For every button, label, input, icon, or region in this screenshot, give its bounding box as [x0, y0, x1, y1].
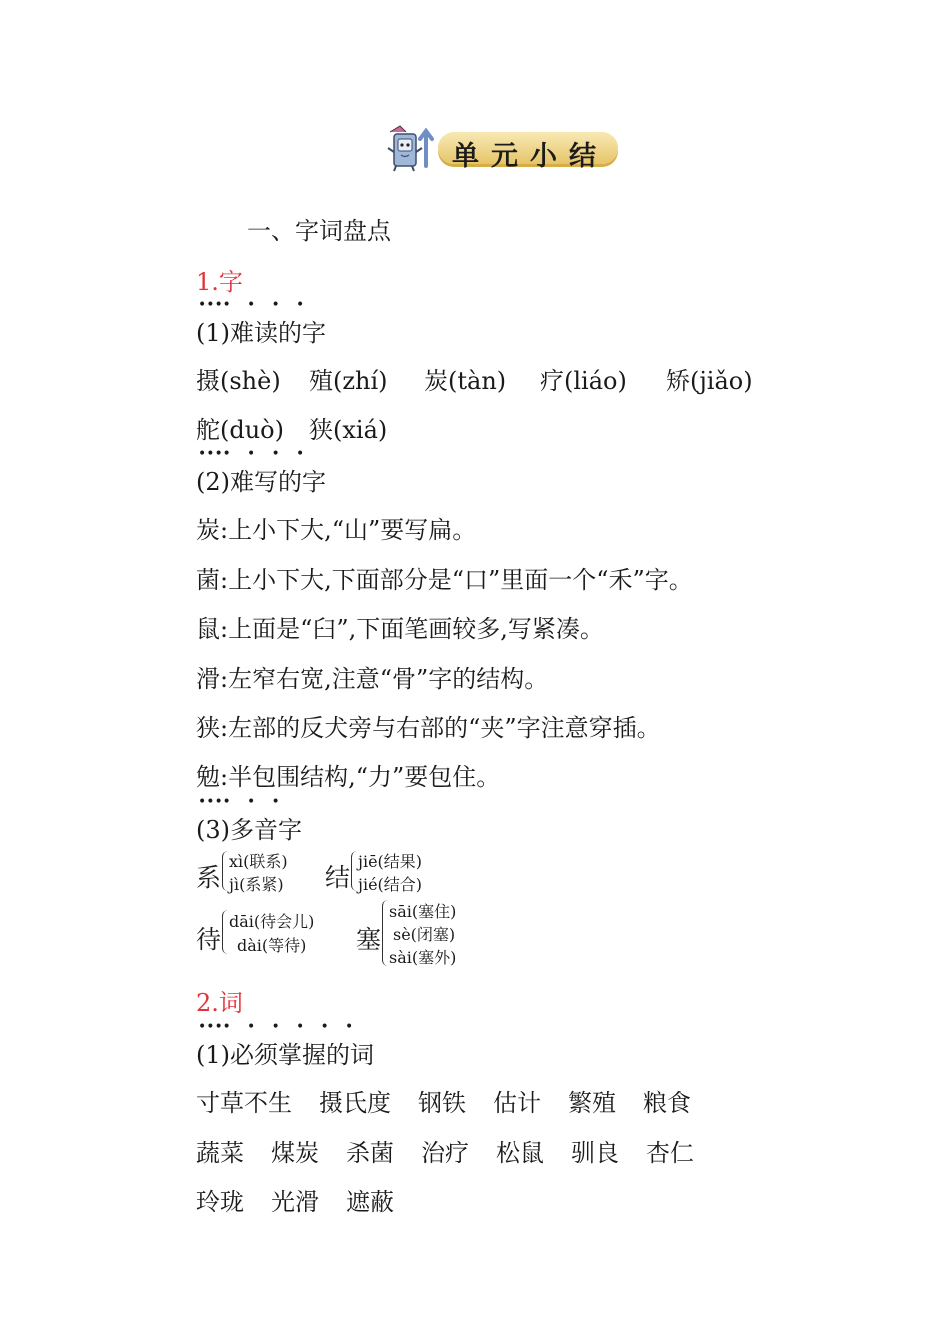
polyphonic-reading: sài(塞外)	[389, 948, 457, 967]
word-item: 玲珑	[196, 1188, 244, 1216]
polyphonic-char: 系	[196, 863, 222, 892]
hard-read-label: (1)难读的字	[196, 319, 326, 347]
hard-read-char: 炭(tàn)	[424, 367, 507, 395]
word-item: 粮食	[643, 1089, 691, 1117]
emphasis-dots: •••• • • •	[198, 446, 305, 462]
word-row	[196, 1182, 421, 1217]
book-mascot-icon	[380, 122, 438, 174]
word-item: 松鼠	[496, 1139, 544, 1167]
emphasis-dots: •••• • • •	[198, 297, 305, 313]
polyphonic-reading: dài(等待)	[237, 936, 307, 955]
hard-write-line: 狭:左部的反犬旁与右部的“夹”字注意穿插。	[196, 714, 661, 742]
hard-read-char: 殖(zhí)	[309, 367, 388, 395]
brace	[382, 900, 388, 966]
hard-write-label: (2)难写的字	[196, 468, 326, 496]
polyphonic-reading: jiē(结果)	[358, 852, 423, 871]
word-item: 治疗	[421, 1139, 469, 1167]
word-item: 杏仁	[646, 1139, 694, 1167]
hard-read-row	[309, 410, 387, 445]
hard-write-line: 炭:上小下大,“山”要写扁。	[196, 516, 477, 544]
hard-read-char: 摄(shè)	[196, 367, 281, 395]
polyphonic-label: (3)多音字	[196, 816, 302, 844]
polyphonic-reading: dāi(待会儿)	[229, 912, 315, 931]
hard-write-line: 勉:半包围结构,“力”要包住。	[196, 763, 501, 791]
polyphonic-char: 结	[325, 863, 351, 892]
word-item: 摄氏度	[319, 1089, 391, 1117]
hard-read-row	[196, 410, 284, 445]
word-item: 钢铁	[418, 1089, 466, 1117]
words-heading: 2.词	[196, 989, 243, 1017]
hard-read-row	[666, 361, 753, 396]
hard-read-row	[309, 361, 388, 396]
unit-summary-banner	[380, 122, 625, 174]
word-row	[196, 1133, 721, 1168]
polyphonic-reading: xì(联系)	[229, 852, 288, 871]
word-item: 估计	[493, 1089, 541, 1117]
word-item: 驯良	[571, 1139, 619, 1167]
hard-read-char: 舵(duò)	[196, 416, 284, 444]
hard-read-row	[196, 361, 281, 396]
word-item: 寸草不生	[196, 1089, 292, 1117]
word-item: 杀菌	[346, 1139, 394, 1167]
polyphonic-char: 塞	[356, 925, 382, 954]
hard-write-line: 滑:左窄右宽,注意“骨”字的结构。	[196, 665, 549, 693]
hard-read-row	[540, 361, 627, 396]
hard-write-line: 菌:上小下大,下面部分是“口”里面一个“禾”字。	[196, 566, 693, 594]
hard-read-row	[424, 361, 506, 396]
word-item: 光滑	[271, 1188, 319, 1216]
section-title: 一、字词盘点	[247, 217, 391, 245]
polyphonic-reading: sāi(塞住)	[389, 902, 457, 921]
page-title: 单元小结	[452, 141, 608, 172]
hard-read-char: 矫(jiǎo)	[666, 367, 753, 395]
word-row	[196, 1083, 718, 1118]
brace	[351, 851, 357, 891]
brace	[222, 910, 228, 954]
chars-heading: 1.字	[196, 268, 243, 296]
word-item: 遮蔽	[346, 1188, 394, 1216]
must-master-label: (1)必须掌握的词	[196, 1041, 374, 1069]
word-item: 煤炭	[271, 1139, 319, 1167]
polyphonic-reading: jì(系紧)	[229, 875, 284, 894]
hard-read-char: 狭(xiá)	[309, 416, 388, 444]
word-item: 繁殖	[568, 1089, 616, 1117]
emphasis-dots: •••• • • • • •	[198, 1019, 354, 1035]
polyphonic-reading: jié(结合)	[358, 875, 423, 894]
hard-read-char: 疗(liáo)	[540, 367, 627, 395]
polyphonic-reading: sè(闭塞)	[393, 925, 456, 944]
emphasis-dots: •••• • •	[198, 794, 280, 810]
hard-write-line: 鼠:上面是“臼”,下面笔画较多,写紧凑。	[196, 615, 604, 643]
word-item: 蔬菜	[196, 1139, 244, 1167]
polyphonic-char: 待	[196, 925, 222, 954]
brace	[222, 851, 228, 891]
